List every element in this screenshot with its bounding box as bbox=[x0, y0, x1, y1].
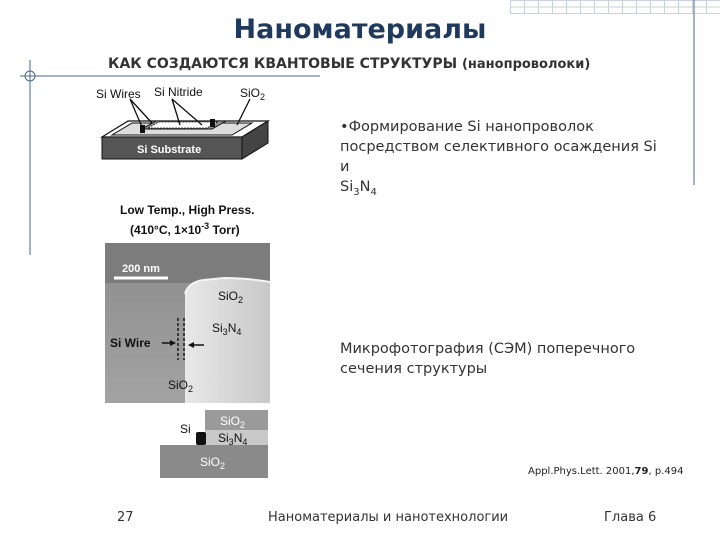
footer-chapter: Глава 6 bbox=[604, 510, 657, 525]
slide-number: 27 bbox=[117, 510, 134, 525]
sem-micrograph bbox=[100, 198, 280, 480]
sem-scale-label: 200 nm bbox=[122, 263, 160, 275]
diagram-label-substrate: Si Substrate bbox=[137, 144, 202, 156]
sem-conditions-line-2: (410°C, $1\times 10^{-3}$ Torr) bbox=[130, 221, 240, 237]
inset-label-si: Si bbox=[180, 422, 191, 436]
inset-label-si3n4: $Si_3N_4$ bbox=[218, 431, 248, 447]
sem-conditions-line-1: Low Temp., High Press. bbox=[120, 203, 255, 217]
footer-title: Наноматериалы и нанотехнологии bbox=[268, 510, 509, 525]
subtitle-main: КАК СОЗДАЮТСЯ КВАНТОВЫЕ СТРУКТУРЫ bbox=[108, 56, 458, 72]
bullet-text bbox=[340, 117, 670, 203]
inset-label-sio2-bottom: SiO$_2$ bbox=[200, 455, 226, 471]
diagram-label-wires: Si Wires bbox=[96, 87, 141, 101]
diagram-label-sio2: SiO$_2$ bbox=[240, 86, 266, 102]
nanowire-structure-diagram bbox=[92, 85, 282, 163]
inset-label-sio2-top: SiO$_2$ bbox=[220, 414, 246, 430]
caption-line-2: сечения структуры bbox=[340, 361, 488, 377]
subtitle-paren: (нанопроволоки) bbox=[461, 57, 591, 72]
bullet-line-1: Формирование Si нанопроволок bbox=[348, 119, 594, 135]
sem-label-sio2-top: SiO$_2$ bbox=[218, 289, 244, 305]
sem-label-si-wire: Si Wire bbox=[110, 336, 151, 350]
bullet-marker: • bbox=[340, 119, 349, 135]
slide-title: Наноматериалы bbox=[233, 14, 487, 45]
sem-label-sio2-bottom: SiO$_2$ bbox=[168, 378, 194, 394]
citation: Appl.Phys.Lett. 2001,79, p.494 bbox=[528, 466, 684, 477]
bullet-line-2: посредством селективного осаждения Si и bbox=[340, 139, 657, 175]
caption-line-1: Микрофотография (СЭМ) поперечного bbox=[340, 341, 636, 357]
slide-subtitle bbox=[108, 56, 590, 72]
bullet-line-3: $Si_3N_4$ bbox=[340, 179, 377, 198]
micrograph-caption bbox=[340, 339, 670, 379]
diagram-label-nitride: Si Nitride bbox=[154, 85, 203, 99]
sem-label-si3n4: $Si_3N_4$ bbox=[212, 321, 242, 337]
